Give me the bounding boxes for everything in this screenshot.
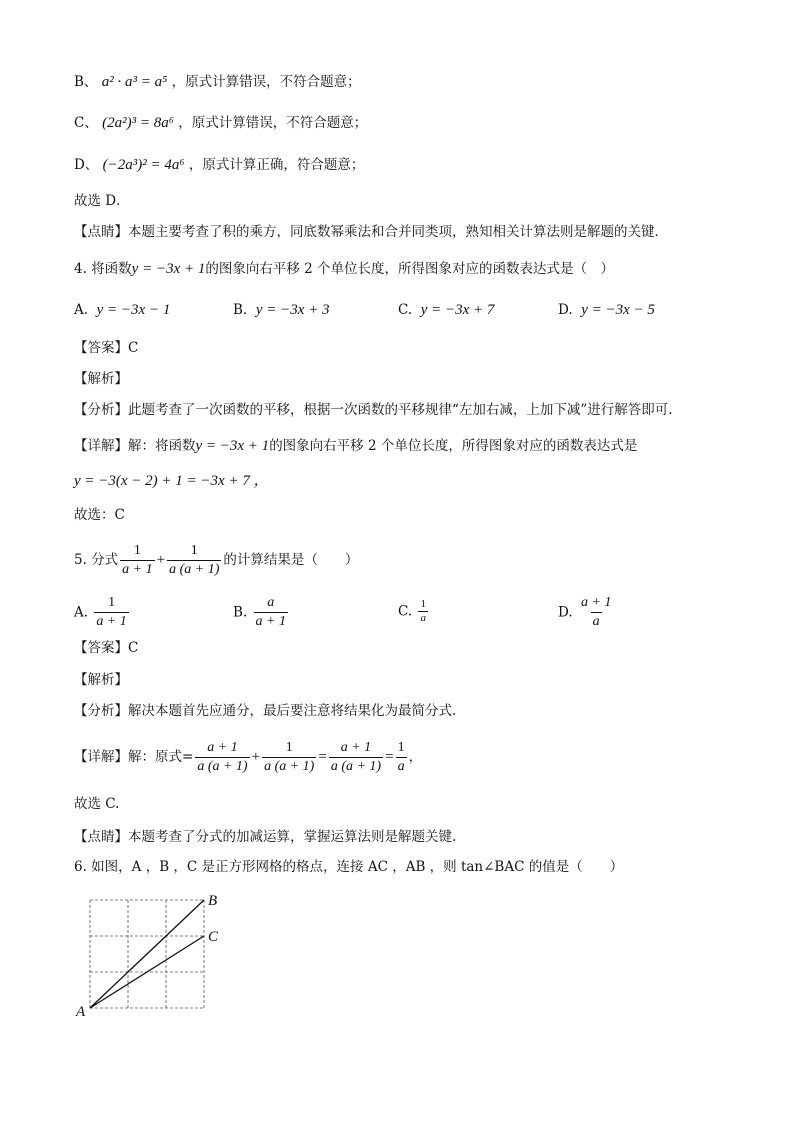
q4-option-letter: B. [233,302,248,318]
q4-option-expr: y = −3x − 5 [581,302,655,318]
q5-detail-equals-2: = [385,749,394,765]
q5-analysis: 【分析】解决本题首先应通分，最后要注意将结果化为最简分式. [74,703,457,719]
option-b-text: ，原式计算错误，不符合题意； [171,74,361,90]
q5-detail-fraction-2 [262,739,316,776]
q5-option-d [558,594,615,631]
q5-option-numerator: a [267,595,275,610]
option-b-line [74,72,361,92]
q5-jiexi: 【解析】 [74,672,128,688]
q5-detail-f4-denominator: a [397,759,405,774]
q5-frac2-denominator: a (a + 1) [169,562,220,577]
option-c-prefix: C、 [74,115,98,131]
q4-answer: 【答案】C [74,340,139,356]
q5-fraction-1 [120,542,154,579]
q5-option-fraction [418,598,428,625]
q5-option-c [398,598,430,625]
q6-grid-figure [72,890,232,1025]
q4-option-d [558,300,655,320]
option-c-text: ，原式计算错误，不符合题意； [178,115,368,131]
option-d-expression: (−2a³)² = 4a⁶ [102,157,185,173]
q5-option-denominator: a [592,614,600,629]
q5-detail [74,737,422,777]
q4-stem-suffix: 的图象向右平移 2 个单位长度，所得图象对应的函数表达式是（ ） [205,261,615,277]
label-c: C [208,929,219,945]
q4-detail-prefix: 【详解】解：将函数 [74,438,196,454]
option-d-prefix: D、 [74,157,99,173]
option-c-line [74,113,367,133]
q5-option-letter: C. [398,603,413,620]
q5-dianjing: 【点睛】本题考查了分式的加减运算，掌握运算法则是解题关键. [74,829,457,845]
q5-option-b [233,594,290,631]
q5-option-numerator: 1 [420,598,426,610]
q4-detail [74,436,637,456]
q5-detail-f3-denominator: a (a + 1) [330,759,382,774]
q5-option-denominator: a [420,612,426,624]
q5-option-a [74,594,131,631]
q5-detail-fraction-3 [329,739,383,776]
q5-option-numerator: 1 [108,595,116,610]
q5-detail-fraction-1 [195,739,249,776]
q5-detail-fraction-4 [396,739,407,776]
q5-plus: + [156,552,166,568]
q4-option-expr: y = −3x + 3 [255,302,330,318]
q5-stem [74,540,358,580]
option-c-expression: (2a²)³ = 8a⁶ [102,115,174,131]
q4-option-expr: y = −3x + 7 [420,302,495,318]
q5-detail-prefix: 【详解】解：原式= [74,749,194,765]
q5-answer: 【答案】C [74,640,139,656]
q5-stem-prefix: 5. 分式 [74,552,119,568]
q5-detail-equals-1: = [318,749,327,765]
q5-choose: 故选 C. [74,796,120,812]
option-d-line [74,155,364,175]
label-b: B [208,893,218,909]
q4-option-letter: D. [558,302,573,318]
q5-option-letter: B. [233,604,248,621]
dianjing-note: 【点睛】本题主要考查了积的乘方，同底数幂乘法和合并同类项，熟知相关计算法则是解题的关键． [74,224,668,240]
label-a: A [76,1004,86,1020]
q4-function: y = −3x + 1 [131,261,206,277]
q4-stem-prefix: 4. 将函数 [74,261,132,277]
q4-detail-expression [74,471,269,491]
q4-analysis: 【分析】此题考查了一次函数的平移，根据一次函数的平移规律“左加右减，上加下减”进行解答即可. [74,402,673,418]
q5-detail-f1-denominator: a (a + 1) [197,759,248,774]
option-d-text: ，原式计算正确，符合题意； [188,157,365,173]
q5-frac2-numerator: 1 [190,543,198,558]
q4-option-expr: y = −3x − 1 [96,302,171,318]
q5-option-letter: D. [558,604,573,621]
q5-option-fraction [579,594,613,631]
q5-option-letter: A. [74,604,89,621]
q5-option-numerator: a + 1 [580,595,612,610]
q4-option-b [233,300,330,320]
choose-d: 故选 D． [74,193,130,209]
q5-detail-f2-numerator: 1 [285,740,293,755]
q6-stem: 6. 如图，A ，B ，C 是正方形网格的格点，连接 AC ，AB ，则 tan∠BAC 的值是（ ） [74,859,624,875]
q5-option-fraction [94,594,128,631]
q5-option-denominator: a + 1 [255,614,286,629]
q4-option-c [398,300,494,320]
q4-choose: 故选：C [74,507,125,523]
q5-frac1-denominator: a + 1 [122,562,153,577]
q4-option-letter: A. [74,302,89,318]
q4-detail-expr: y = −3(x − 2) + 1 = −3x + 7 ， [74,473,269,489]
q4-option-a [74,300,170,320]
q5-frac1-numerator: 1 [133,543,141,558]
q5-detail-f4-numerator: 1 [397,740,405,755]
q5-option-fraction [254,594,288,631]
q4-stem [74,259,614,279]
q4-jiexi: 【解析】 [74,371,128,387]
q5-detail-end: ， [408,749,423,765]
option-b-expression: a² · a³ = a⁵ [101,74,168,90]
q4-detail-suffix: 的图象向右平移 2 个单位长度，所得图象对应的函数表达式是 [269,438,638,454]
q5-option-denominator: a + 1 [96,614,127,629]
q5-detail-f3-numerator: a + 1 [340,740,372,755]
q5-fraction-2 [167,542,221,579]
q5-stem-suffix: 的计算结果是（ ） [223,552,359,568]
q5-detail-f1-numerator: a + 1 [207,740,238,755]
q4-detail-function: y = −3x + 1 [195,438,270,454]
segment-ab [90,900,204,1008]
q4-option-letter: C. [398,302,413,318]
option-b-prefix: B、 [74,74,98,90]
q5-detail-f2-denominator: a (a + 1) [264,759,315,774]
q5-detail-plus: + [251,749,261,765]
